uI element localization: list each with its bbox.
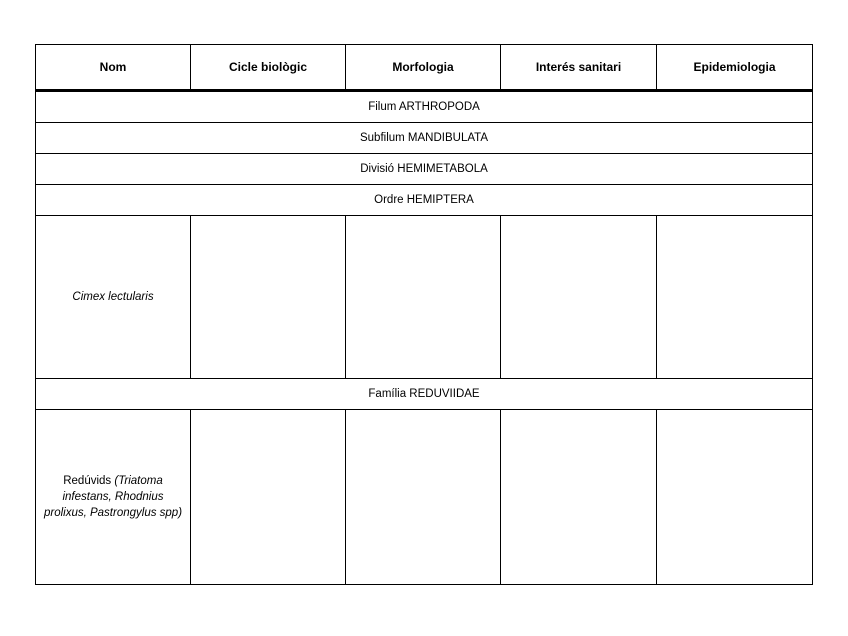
group-row-divisio bbox=[36, 154, 813, 185]
cell-morfologia-reduvids bbox=[346, 410, 501, 585]
table-row-cimex bbox=[36, 216, 813, 379]
cell-epidemiologia-cimex bbox=[657, 216, 813, 379]
table-row-reduvids bbox=[36, 410, 813, 585]
reduvids-species: (Triatoma infestans, Rhodnius prolixus, Pastrongylus spp) bbox=[43, 475, 183, 519]
header-morfologia: Morfologia bbox=[346, 45, 501, 91]
header-cicle-biologic: Cicle biològic bbox=[191, 45, 346, 91]
group-row-subfilum bbox=[36, 123, 813, 154]
header-epidemiologia: Epidemiologia bbox=[657, 45, 813, 91]
group-filum: Filum ARTHROPODA bbox=[36, 91, 813, 123]
taxonomy-table bbox=[35, 44, 813, 585]
cell-nom-reduvids bbox=[36, 410, 191, 585]
header-interes-sanitari: Interés sanitari bbox=[501, 45, 657, 91]
group-ordre: Ordre HEMIPTERA bbox=[36, 185, 813, 216]
cell-nom-cimex: Cimex lectularis bbox=[36, 216, 191, 379]
cell-interes-cimex bbox=[501, 216, 657, 379]
group-familia: Família REDUVIIDAE bbox=[36, 379, 813, 410]
header-row bbox=[36, 45, 813, 91]
cell-interes-reduvids bbox=[501, 410, 657, 585]
cell-morfologia-cimex bbox=[346, 216, 501, 379]
group-row-familia bbox=[36, 379, 813, 410]
group-row-filum bbox=[36, 91, 813, 123]
group-row-ordre bbox=[36, 185, 813, 216]
group-subfilum: Subfilum MANDIBULATA bbox=[36, 123, 813, 154]
cell-epidemiologia-reduvids bbox=[657, 410, 813, 585]
cell-cicle-cimex bbox=[191, 216, 346, 379]
group-divisio: Divisió HEMIMETABOLA bbox=[36, 154, 813, 185]
header-nom: Nom bbox=[36, 45, 191, 91]
reduvids-name: Redúvids bbox=[63, 475, 112, 487]
cell-cicle-reduvids bbox=[191, 410, 346, 585]
